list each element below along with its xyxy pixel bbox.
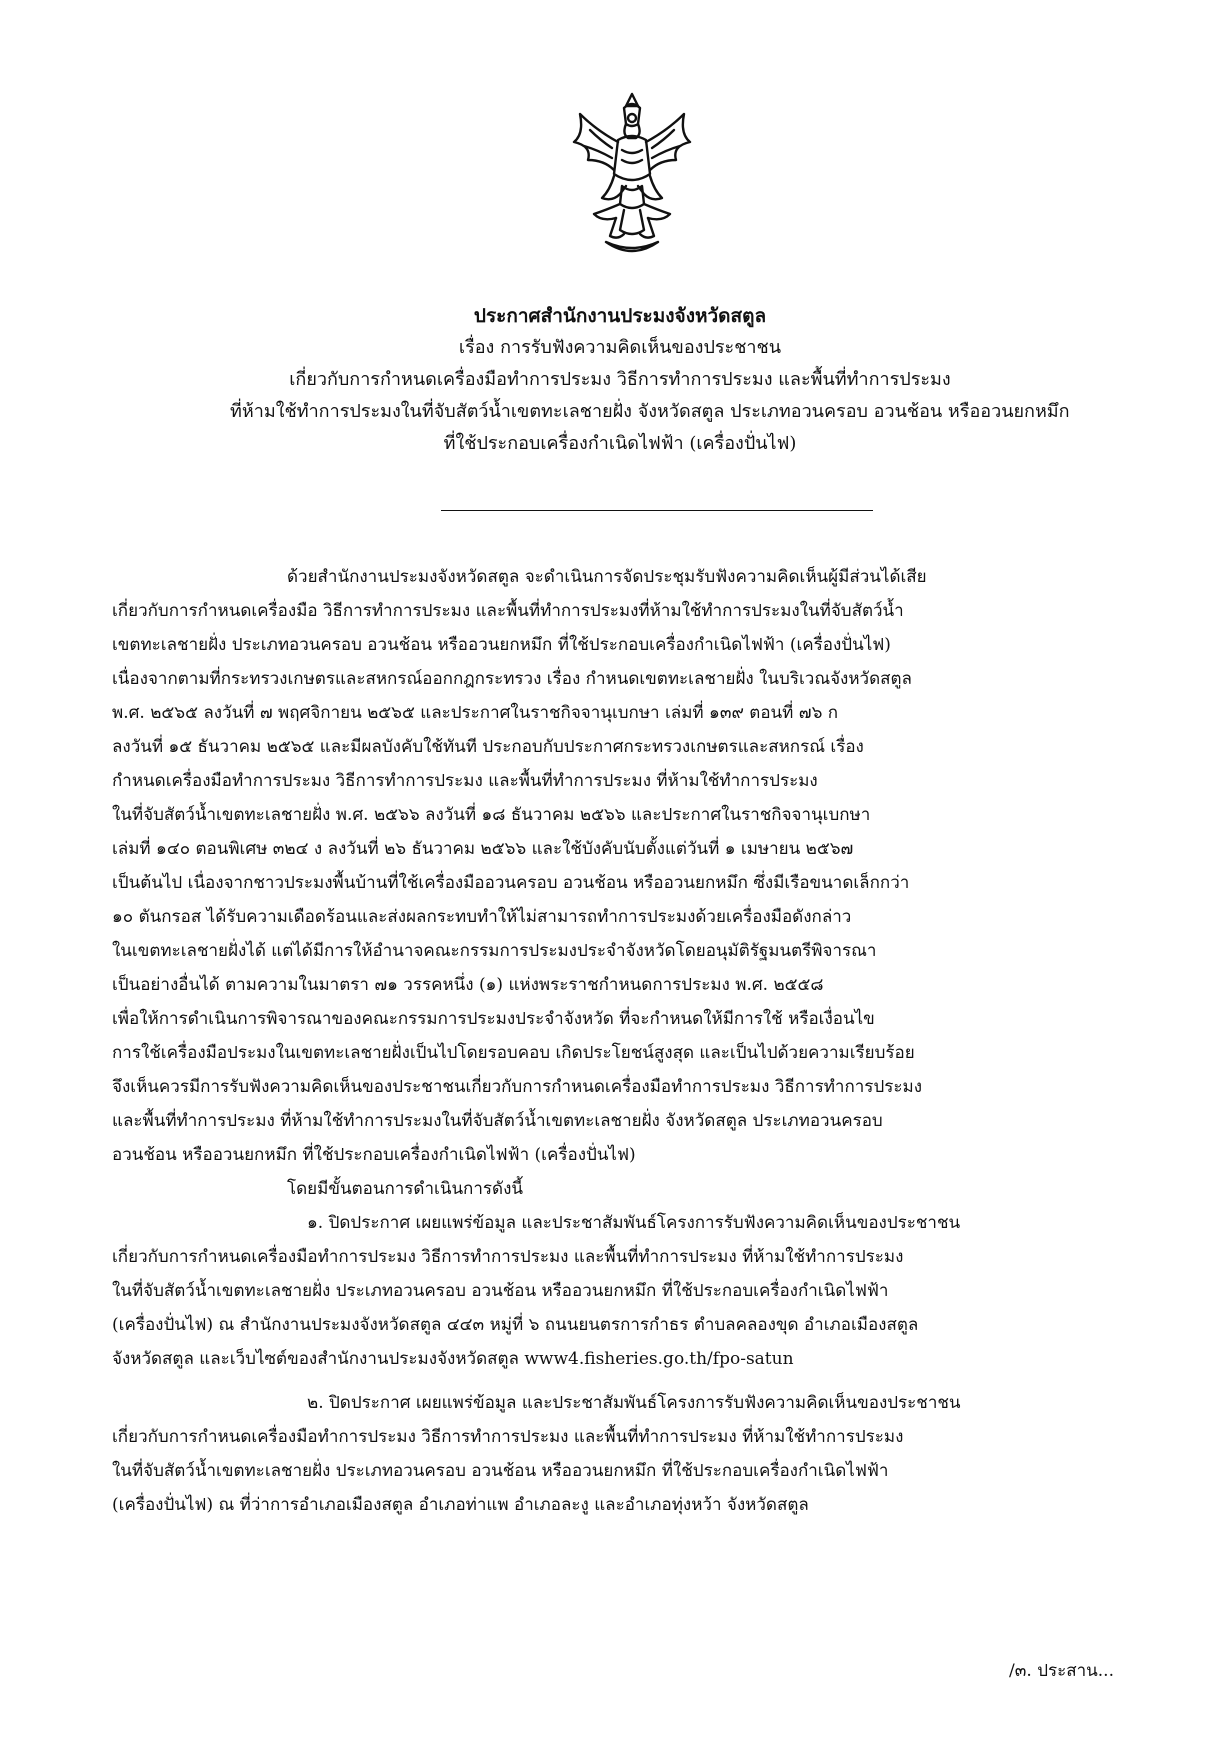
text-line: เป็นอย่างอื่นได้ ตามความในมาตรา ๗๑ วรรคหนึ่ง (๑) แห่งพระราชกำหนดการประมง พ.ศ. ๒๕๕๘ xyxy=(112,975,824,995)
text-line: ๑. ปิดประกาศ เผยแพร่ข้อมูล และประชาสัมพันธ์โครงการรับฟังความคิดเห็นของประชาชน xyxy=(307,1213,961,1233)
text-line: กำหนดเครื่องมือทำการประมง วิธีการทำการประมง และพื้นที่ทำการประมง ที่ห้ามใช้ทำการประมง xyxy=(112,771,818,791)
garuda-emblem-icon xyxy=(566,90,698,260)
header-divider xyxy=(441,510,873,511)
text-line: ในที่จับสัตว์น้ำเขตทะเลชายฝั่ง พ.ศ. ๒๕๖๖ ลงวันที่ ๑๘ ธันวาคม ๒๕๖๖ และประกาศในราชกิจจานุเบกษา xyxy=(112,805,871,825)
announcement-body xyxy=(112,560,1126,1522)
subject-line: ที่ใช้ประกอบเครื่องกำเนิดไฟฟ้า (เครื่องปั่นไฟ) xyxy=(443,433,797,454)
text-line: เล่มที่ ๑๔๐ ตอนพิเศษ ๓๒๔ ง ลงวันที่ ๒๖ ธันวาคม ๒๕๖๖ และใช้บังคับนับตั้งแต่วันที่ ๑ เมษายน ๒๕๖๗ xyxy=(112,839,854,859)
announcement-title: ประกาศสำนักงานประมงจังหวัดสตูล xyxy=(473,305,767,327)
text-line: ด้วยสำนักงานประมงจังหวัดสตูล จะดำเนินการจัดประชุมรับฟังความคิดเห็นผู้มีส่วนได้เสีย xyxy=(287,567,927,587)
text-line: เกี่ยวกับการกำหนดเครื่องมือทำการประมง วิธีการทำการประมง และพื้นที่ทำการประมง ที่ห้ามใช้ทำการประมง xyxy=(112,1247,904,1267)
text-line: (เครื่องปั่นไฟ) ณ สำนักงานประมงจังหวัดสตูล ๔๔๓ หมู่ที่ ๖ ถนนยนตรการกำธร ตำบลคลองขุด อำเภอเมืองสตูล xyxy=(112,1315,919,1335)
text-line: พ.ศ. ๒๕๖๕ ลงวันที่ ๗ พฤศจิกายน ๒๕๖๕ และประกาศในราชกิจจานุเบกษา เล่มที่ ๑๓๙ ตอนที่ ๗๖ ก xyxy=(112,703,839,723)
text-line: อวนช้อน หรืออวนยกหมึก ที่ใช้ประกอบเครื่องกำเนิดไฟฟ้า (เครื่องปั่นไฟ) xyxy=(112,1145,636,1165)
announcement-header xyxy=(230,300,1070,460)
step-2 xyxy=(112,1386,1126,1522)
subject-line: ที่ห้ามใช้ทำการประมงในที่จับสัตว์น้ำเขตทะเลชายฝั่ง จังหวัดสตูล ประเภทอวนครอบ อวนช้อน หรืออวนยกหมึก xyxy=(230,401,1070,422)
text-line: ในที่จับสัตว์น้ำเขตทะเลชายฝั่ง ประเภทอวนครอบ อวนช้อน หรืออวนยกหมึก ที่ใช้ประกอบเครื่องกำเนิดไฟฟ้า xyxy=(112,1461,889,1481)
text-line: ในที่จับสัตว์น้ำเขตทะเลชายฝั่ง ประเภทอวนครอบ อวนช้อน หรืออวนยกหมึก ที่ใช้ประกอบเครื่องกำเนิดไฟฟ้า xyxy=(112,1281,889,1301)
text-line: เนื่องจากตามที่กระทรวงเกษตรและสหกรณ์ออกกฎกระทรวง เรื่อง กำหนดเขตทะเลชายฝั่ง ในบริเวณจังหวัดสตูล xyxy=(112,669,912,689)
text-line: ๑๐ ตันกรอส ได้รับความเดือดร้อนและส่งผลกระทบทำให้ไม่สามารถทำการประมงด้วยเครื่องมือดังกล่าว xyxy=(112,907,852,927)
text-line: จึงเห็นควรมีการรับฟังความคิดเห็นของประชาชนเกี่ยวกับการกำหนดเครื่องมือทำการประมง วิธีการทำการประมง xyxy=(112,1077,922,1097)
steps-intro: โดยมีขั้นตอนการดำเนินการดังนี้ xyxy=(287,1179,523,1199)
text-line: ๒. ปิดประกาศ เผยแพร่ข้อมูล และประชาสัมพันธ์โครงการรับฟังความคิดเห็นของประชาชน xyxy=(307,1393,961,1413)
text-line: เกี่ยวกับการกำหนดเครื่องมือ วิธีการทำการประมง และพื้นที่ทำการประมงที่ห้ามใช้ทำการประมงในที่จับสัตว์น้ำ xyxy=(112,601,904,621)
step-1 xyxy=(112,1206,1126,1376)
text-line: เขตทะเลชายฝั่ง ประเภทอวนครอบ อวนช้อน หรืออวนยกหมึก ที่ใช้ประกอบเครื่องกำเนิดไฟฟ้า (เครื่องปั่นไฟ) xyxy=(112,635,891,655)
text-line: เป็นต้นไป เนื่องจากชาวประมงพื้นบ้านที่ใช้เครื่องมืออวนครอบ อวนช้อน หรืออวนยกหมึก ซึ่งมีเรือขนาดเล็กกว่า xyxy=(112,873,910,893)
paragraph-intro xyxy=(112,560,1126,1172)
text-line: (เครื่องปั่นไฟ) ณ ที่ว่าการอำเภอเมืองสตูล อำเภอท่าแพ อำเภอละงู และอำเภอทุ่งหว้า จังหวัดสตูล xyxy=(112,1495,809,1515)
text-line: เกี่ยวกับการกำหนดเครื่องมือทำการประมง วิธีการทำการประมง และพื้นที่ทำการประมง ที่ห้ามใช้ทำการประมง xyxy=(112,1427,904,1447)
subject-line: เกี่ยวกับการกำหนดเครื่องมือทำการประมง วิธีการทำการประมง และพื้นที่ทำการประมง xyxy=(289,369,951,390)
text-line: เพื่อให้การดำเนินการพิจารณาของคณะกรรมการประมงประจำจังหวัด ที่จะกำหนดให้มีการใช้ หรือเงื่อนไข xyxy=(112,1009,875,1029)
subject-line: เรื่อง การรับฟังความคิดเห็นของประชาชน xyxy=(458,337,782,358)
text-line: ลงวันที่ ๑๕ ธันวาคม ๒๕๖๕ และมีผลบังคับใช้ทันที ประกอบกับประกาศกระทรวงเกษตรและสหกรณ์ เรื่อง xyxy=(112,737,864,757)
next-page-marker: /๓. ประสาน... xyxy=(1009,1661,1114,1681)
text-line: การใช้เครื่องมือประมงในเขตทะเลชายฝั่งเป็นไปโดยรอบคอบ เกิดประโยชน์สูงสุด และเป็นไปด้วยความเรียบร้อย xyxy=(112,1043,915,1063)
text-line: ในเขตทะเลชายฝั่งได้ แต่ได้มีการให้อำนาจคณะกรรมการประมงประจำจังหวัดโดยอนุมัติรัฐมนตรีพิจารณา xyxy=(112,941,877,961)
text-line: และพื้นที่ทำการประมง ที่ห้ามใช้ทำการประมงในที่จับสัตว์น้ำเขตทะเลชายฝั่ง จังหวัดสตูล ประเภทอวนครอบ xyxy=(112,1111,883,1131)
text-line: จังหวัดสตูล และเว็บไซต์ของสำนักงานประมงจังหวัดสตูล www4.fisheries.go.th/fpo-satun xyxy=(112,1349,794,1369)
